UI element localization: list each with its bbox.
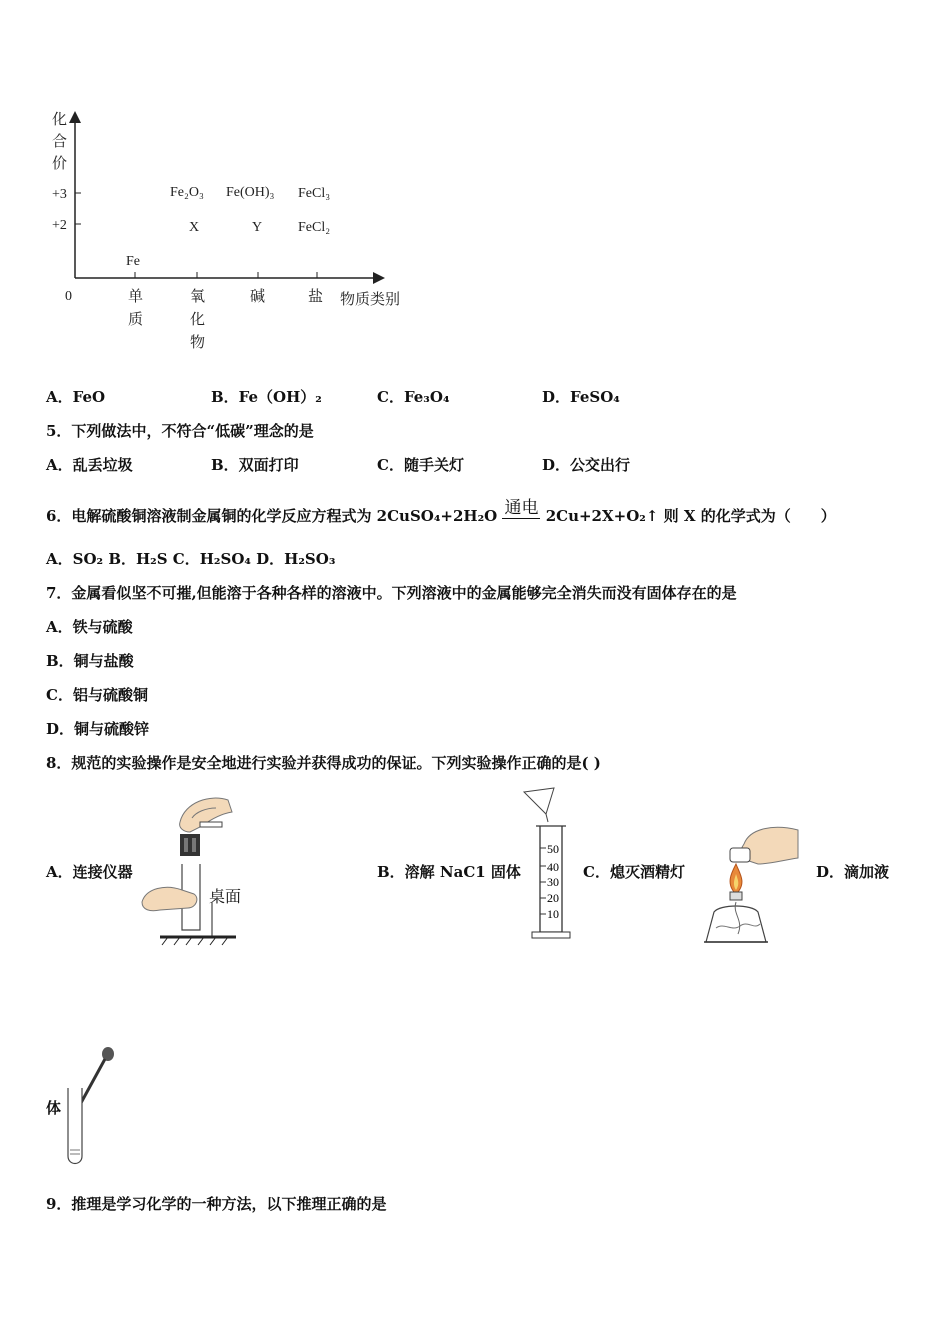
cylinder-scale-10: 10 xyxy=(547,907,559,921)
x-cat-salt: 盐 xyxy=(308,287,324,305)
q8-option-d-cont: 体 xyxy=(46,1099,62,1117)
cylinder-scale-30: 30 xyxy=(547,875,559,889)
q6-stem xyxy=(46,498,836,527)
cylinder-scale-50: 50 xyxy=(547,842,559,856)
point-feoh3: Fe(OH)₃ xyxy=(226,185,275,200)
q4-option-d[interactable]: D．FeSO₄ xyxy=(542,388,620,406)
x-cat-element-1: 单 xyxy=(128,287,144,305)
cylinder-scale-20: 20 xyxy=(547,891,559,905)
q4-option-c[interactable]: C．Fe₃O₄ xyxy=(377,388,450,406)
q8-option-d[interactable]: D．滴加液 xyxy=(816,863,890,881)
q4-option-a[interactable]: A．FeO xyxy=(46,388,106,406)
point-y: Y xyxy=(252,220,263,235)
x-cat-element-2: 质 xyxy=(128,310,144,328)
x-cat-base: 碱 xyxy=(250,287,266,305)
q7-stem: 7．金属看似坚不可摧,但能溶于各种各样的溶液中。下列溶液中的金属能够完全消失而没有固体存在的是 xyxy=(46,584,737,602)
q6-condition: 通电 xyxy=(502,493,540,519)
x-cat-oxide-2: 化 xyxy=(190,310,206,328)
graduated-cylinder-illustration xyxy=(520,786,580,944)
origin-label: 0 xyxy=(65,289,72,304)
q8-option-a[interactable]: A．连接仪器 xyxy=(46,863,133,881)
q7-option-a[interactable]: A．铁与硫酸 xyxy=(46,618,133,636)
x-axis-label: 物质类别 xyxy=(340,290,401,308)
q8-option-b[interactable]: B．溶解 NaC1 固体 xyxy=(377,863,521,881)
x-cat-oxide-1: 氧 xyxy=(190,287,206,305)
apparatus-connect-illustration xyxy=(140,792,250,947)
q9-stem: 9．推理是学习化学的一种方法，以下推理正确的是 xyxy=(46,1195,387,1213)
q5-option-a[interactable]: A．乱丢垃圾 xyxy=(46,456,133,474)
y-axis-label-3: 价 xyxy=(52,154,68,172)
dropper-testtube-illustration xyxy=(62,1044,118,1168)
point-fe: Fe xyxy=(126,254,140,269)
q5-stem: 5．下列做法中，不符合“低碳”理念的是 xyxy=(46,422,314,440)
x-cat-oxide-3: 物 xyxy=(190,333,206,351)
alcohol-lamp-illustration xyxy=(694,824,800,946)
q8-option-c[interactable]: C．熄灭酒精灯 xyxy=(583,863,685,881)
q5-option-c[interactable]: C．随手关灯 xyxy=(377,456,464,474)
q4-option-b[interactable]: B．Fe（OH）₂ xyxy=(211,388,322,406)
q7-option-b[interactable]: B．铜与盐酸 xyxy=(46,652,134,670)
q6-options[interactable]: A．SO₂ B．H₂S C．H₂SO₄ D．H₂SO₃ xyxy=(46,550,336,568)
q6-stem-pre: 6．电解硫酸铜溶液制金属铜的化学反应方程式为 2CuSO₄+2H₂O xyxy=(46,507,498,525)
q7-option-c[interactable]: C．铝与硫酸铜 xyxy=(46,686,148,704)
point-fe2o3: Fe₂O₃ xyxy=(170,185,204,200)
point-x: X xyxy=(189,220,200,235)
q5-option-b[interactable]: B．双面打印 xyxy=(211,456,299,474)
point-fecl2: FeCl₂ xyxy=(298,220,331,235)
q8-stem: 8．规范的实验操作是安全地进行实验并获得成功的保证。下列实验操作正确的是( ) xyxy=(46,754,601,772)
y-axis-label-2: 合 xyxy=(52,132,68,150)
q8-a-desk-label: 桌面 xyxy=(209,887,242,906)
y-tick-plus3: +3 xyxy=(52,187,67,202)
valence-chart xyxy=(40,100,440,360)
cylinder-scale-40: 40 xyxy=(547,860,559,874)
y-tick-plus2: +2 xyxy=(52,218,67,233)
q6-stem-post: 2Cu+2X+O₂↑ 则 X 的化学式为（ ） xyxy=(545,507,836,525)
y-axis-label-1: 化 xyxy=(52,110,68,128)
point-fecl3: FeCl₃ xyxy=(298,186,331,201)
q5-option-d[interactable]: D．公交出行 xyxy=(542,456,631,474)
q7-option-d[interactable]: D．铜与硫酸锌 xyxy=(46,720,150,738)
